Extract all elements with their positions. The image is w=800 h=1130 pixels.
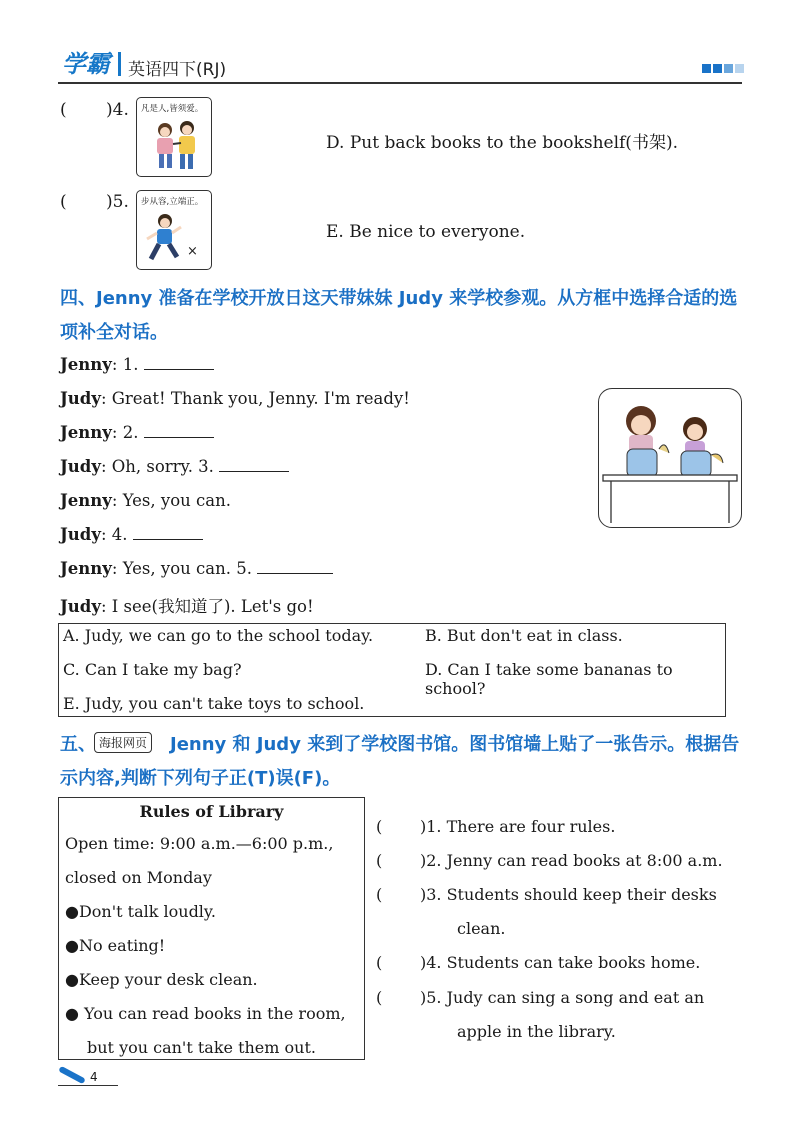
tf-statement-2: )2. Jenny can read books at 8:00 a.m. — [420, 851, 723, 870]
tf-statement-3-continued: clean. — [457, 919, 506, 938]
dialog-text: : Yes, you can. — [111, 491, 231, 510]
sentence-D: D. Put back books to the bookshelf(书架). — [326, 133, 678, 153]
dialog-text: : 2. — [111, 423, 139, 442]
dialog-text: : 4. — [100, 525, 128, 544]
rule-3: ●Keep your desk clean. — [65, 970, 258, 989]
two-children-illustration — [143, 116, 205, 172]
speaker: Jenny — [60, 559, 112, 578]
answer-blank-5[interactable] — [257, 572, 333, 574]
dialog-line-2 — [60, 389, 410, 408]
closed-day: closed on Monday — [65, 868, 212, 887]
tf-paren-1[interactable]: ( — [376, 817, 383, 836]
item-number-5: )5. — [106, 192, 129, 212]
header-square-3 — [724, 64, 733, 73]
tf-paren-2[interactable]: ( — [376, 851, 383, 870]
tf-statement-5: )5. Judy can sing a song and eat an — [420, 988, 705, 1007]
dialog-line-7 — [60, 559, 333, 578]
answer-blank-2[interactable] — [144, 436, 214, 438]
tf-statement-3: )3. Students should keep their desks — [420, 885, 717, 904]
picture-friendship — [136, 97, 212, 177]
rule-4-continued: but you can't take them out. — [87, 1038, 316, 1057]
dialog-text: : Great! Thank you, Jenny. I'm ready! — [100, 389, 410, 408]
speaker: Judy — [60, 525, 101, 544]
section5-number: 五、 — [60, 734, 96, 755]
dialog-text: : 1. — [111, 355, 139, 374]
answer-blank-4[interactable] — [133, 538, 203, 540]
poster-web-tag: 海报网页 — [94, 732, 152, 753]
section4-title-line2: 项补全对话。 — [60, 322, 168, 343]
answer-paren-5[interactable]: ( — [60, 192, 67, 212]
book-subtitle: 英语四下(RJ) — [128, 60, 227, 80]
dialog-text: : I see(我知道了). Let's go! — [100, 597, 314, 616]
dialog-line-1 — [60, 355, 214, 374]
item-number-4: )4. — [106, 100, 129, 120]
picture-girls-packing — [598, 388, 742, 528]
header-square-4 — [735, 64, 744, 73]
library-rules-notice — [58, 797, 365, 1060]
speaker: Jenny — [60, 491, 112, 510]
answer-blank-3[interactable] — [219, 470, 289, 472]
dialog-text: : Oh, sorry. 3. — [100, 457, 214, 476]
rules-title: Rules of Library — [139, 802, 284, 821]
picture-running — [136, 190, 212, 270]
rule-1: ●Don't talk loudly. — [65, 902, 216, 921]
rule-4: ● You can read books in the room, — [65, 1004, 346, 1023]
tf-paren-3[interactable]: ( — [376, 885, 383, 904]
header-rule — [58, 82, 742, 84]
answer-paren-4[interactable]: ( — [60, 100, 67, 120]
section5-title-line1: Jenny 和 Judy 来到了学校图书馆。图书馆墙上贴了一张告示。根据告 — [170, 734, 740, 755]
tf-statement-4: )4. Students can take books home. — [420, 953, 701, 972]
speaker: Jenny — [60, 355, 112, 374]
pen-icon — [58, 1066, 86, 1084]
option-D: D. Can I take some bananas to school? — [425, 660, 673, 698]
dialog-line-5 — [60, 491, 231, 510]
picture-caption: 凡是人,皆须爱。 — [141, 104, 204, 114]
running-boy-illustration — [141, 211, 207, 265]
dialog-line-4 — [60, 457, 289, 476]
section5-title-line2: 示内容,判断下列句子正(T)误(F)。 — [60, 768, 341, 789]
open-time: Open time: 9:00 a.m.—6:00 p.m., — [65, 834, 334, 853]
header-divider — [118, 52, 121, 76]
picture-caption: 步从容,立端正。 — [141, 197, 204, 207]
option-A: A. Judy, we can go to the school today. — [63, 626, 374, 645]
header-square-1 — [702, 64, 711, 73]
section4-title-line1: 四、Jenny 准备在学校开放日这天带妹妹 Judy 来学校参观。从方框中选择合适的选 — [60, 288, 738, 309]
speaker: Judy — [60, 389, 101, 408]
page-number: 4 — [90, 1070, 98, 1084]
header-square-2 — [713, 64, 722, 73]
options-box — [58, 623, 726, 717]
speaker: Judy — [60, 597, 101, 616]
girls-with-bags-illustration — [599, 389, 741, 527]
tf-statement-5-continued: apple in the library. — [457, 1022, 616, 1041]
tf-statement-1: )1. There are four rules. — [420, 817, 616, 836]
footer-rule — [58, 1085, 118, 1086]
answer-blank-1[interactable] — [144, 368, 214, 370]
speaker: Judy — [60, 457, 101, 476]
tf-paren-4[interactable]: ( — [376, 953, 383, 972]
brand-logo: 学霸 — [62, 50, 110, 78]
dialog-text: : Yes, you can. 5. — [111, 559, 252, 578]
sentence-E: E. Be nice to everyone. — [326, 222, 526, 242]
rule-2: ●No eating! — [65, 936, 166, 955]
speaker: Jenny — [60, 423, 112, 442]
option-C: C. Can I take my bag? — [63, 660, 242, 679]
dialog-line-3 — [60, 423, 214, 442]
dialog-line-6 — [60, 525, 203, 544]
svg-text:×: × — [187, 244, 198, 259]
tf-paren-5[interactable]: ( — [376, 988, 383, 1007]
option-E: E. Judy, you can't take toys to school. — [63, 694, 365, 713]
option-B: B. But don't eat in class. — [425, 626, 623, 645]
dialog-line-8 — [60, 593, 314, 617]
